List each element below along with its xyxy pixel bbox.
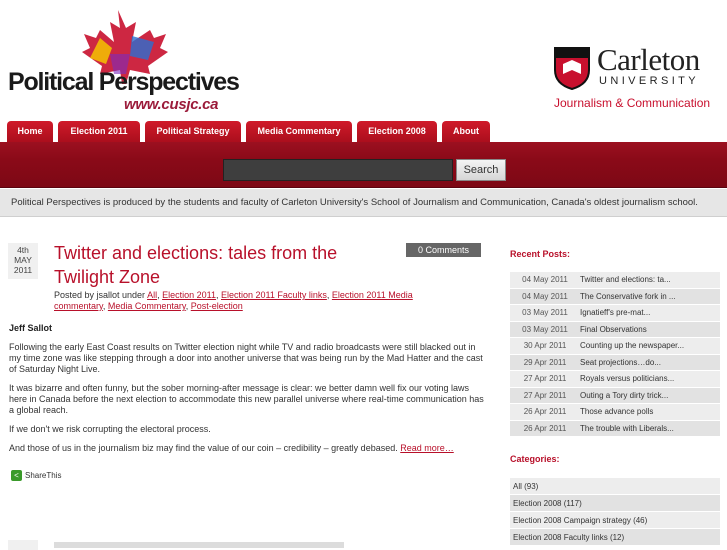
recent-posts-heading: Recent Posts: bbox=[510, 249, 571, 259]
post-paragraph: Following the early East Coast results on Twitter election night while TV and radio broadcasts were still blacked out in my time zone was like stepping through a door into another universe that was being run by the Mad Hatter and the cast of Saturday Night Live. bbox=[9, 342, 483, 374]
recent-post-title[interactable]: Royals versus politicians... bbox=[580, 374, 675, 384]
recent-post-date: 27 Apr 2011 bbox=[523, 374, 567, 384]
share-label: ShareThis bbox=[25, 471, 62, 480]
recent-post-date: 04 May 2011 bbox=[522, 275, 568, 285]
nav-tab-about[interactable]: About bbox=[442, 121, 490, 143]
recent-post-date: 29 Apr 2011 bbox=[523, 357, 567, 367]
categories-list bbox=[510, 478, 720, 546]
nav-tab-media-commentary[interactable]: Media Commentary bbox=[246, 121, 352, 143]
recent-post-item[interactable] bbox=[510, 322, 720, 339]
site-header bbox=[0, 0, 727, 122]
search-input[interactable] bbox=[223, 159, 453, 181]
category-item[interactable]: All (93) bbox=[510, 478, 720, 495]
category-item[interactable]: Election 2008 Campaign strategy (46) bbox=[510, 512, 720, 529]
nav-tab-election-2011[interactable]: Election 2011 bbox=[58, 121, 140, 143]
recent-post-title[interactable]: Seat projections…do... bbox=[580, 357, 661, 367]
post-body bbox=[9, 323, 487, 462]
category-link[interactable]: Election 2011 Faculty links bbox=[220, 290, 327, 300]
category-item[interactable]: Election 2008 Faculty links (12) bbox=[510, 529, 720, 546]
nav-tab-election-2008[interactable]: Election 2008 bbox=[357, 121, 437, 143]
category-item[interactable]: Election 2008 (117) bbox=[510, 495, 720, 512]
next-post-date-badge bbox=[8, 540, 38, 550]
blog-post bbox=[0, 217, 492, 545]
recent-post-date: 26 Apr 2011 bbox=[523, 423, 567, 433]
recent-post-date: 30 Apr 2011 bbox=[523, 341, 567, 351]
recent-post-item[interactable] bbox=[510, 338, 720, 355]
post-date-month: MAY bbox=[14, 255, 32, 265]
recent-post-date: 03 May 2011 bbox=[522, 324, 568, 334]
share-button[interactable] bbox=[11, 470, 61, 481]
recent-post-date: 04 May 2011 bbox=[522, 291, 568, 301]
post-title[interactable]: Twitter and elections: tales from the Twilight Zone bbox=[54, 243, 338, 287]
main-nav bbox=[0, 121, 727, 143]
next-post-title-cutoff bbox=[54, 542, 344, 548]
nav-tab-home[interactable]: Home bbox=[7, 121, 53, 143]
read-more-link[interactable]: Read more… bbox=[400, 443, 454, 453]
search-button[interactable]: Search bbox=[456, 159, 506, 181]
post-author: Jeff Sallot bbox=[9, 323, 53, 333]
post-meta: Posted by jsallot under All, Election 2011, Election 2011 Faculty links, Election 2011 Media commentary, Media Commentary, Post-election bbox=[54, 290, 413, 311]
recent-post-title[interactable]: Outing a Tory dirty trick... bbox=[580, 390, 669, 400]
carleton-dept-label: Journalism & Communication bbox=[554, 96, 711, 110]
intro-band bbox=[0, 189, 727, 217]
recent-post-title[interactable]: Those advance polls bbox=[580, 407, 654, 417]
post-date-year: 2011 bbox=[13, 265, 33, 275]
carleton-university-label: UNIVERSITY bbox=[599, 75, 700, 87]
category-link[interactable]: Post-election bbox=[190, 301, 243, 311]
recent-post-item[interactable] bbox=[510, 272, 720, 289]
recent-post-item[interactable] bbox=[510, 305, 720, 322]
recent-post-item[interactable] bbox=[510, 404, 720, 421]
recent-post-item[interactable] bbox=[510, 388, 720, 405]
nav-tab-political-strategy[interactable]: Political Strategy bbox=[145, 121, 241, 143]
recent-post-title[interactable]: Ignatieff's pre-mat... bbox=[580, 308, 651, 318]
carleton-crest-icon bbox=[553, 46, 591, 90]
recent-posts-list bbox=[510, 271, 720, 437]
share-icon: < bbox=[11, 470, 22, 481]
recent-post-item[interactable] bbox=[510, 421, 720, 438]
search-band bbox=[0, 142, 727, 188]
recent-post-title[interactable]: The trouble with Liberals... bbox=[580, 423, 674, 433]
carleton-wordmark[interactable]: Carleton bbox=[597, 42, 700, 77]
post-last-text: And those of us in the journalism biz may find the value of our coin – credibility – greatly debased. bbox=[9, 443, 398, 453]
recent-post-title[interactable]: Counting up the newspaper... bbox=[580, 341, 685, 351]
recent-post-item[interactable] bbox=[510, 289, 720, 306]
category-link[interactable]: Election 2011 Media commentary bbox=[54, 290, 413, 311]
post-meta-prefix: Posted by jsallot under bbox=[54, 290, 148, 300]
recent-post-title[interactable]: Twitter and elections: ta... bbox=[580, 275, 671, 285]
category-link[interactable]: All bbox=[147, 290, 158, 300]
recent-post-date: 26 Apr 2011 bbox=[523, 407, 567, 417]
categories-heading: Categories: bbox=[510, 454, 560, 464]
site-url[interactable]: www.cusjc.ca bbox=[124, 96, 219, 113]
recent-post-date: 27 Apr 2011 bbox=[523, 390, 567, 400]
site-name[interactable]: Political Perspectives bbox=[8, 68, 239, 96]
recent-post-item[interactable] bbox=[510, 355, 720, 372]
intro-text: Political Perspectives is produced by the students and faculty of Carleton University's School of Journalism and Communication, Canada's oldest journalism school. bbox=[11, 197, 698, 208]
post-date-badge bbox=[8, 243, 38, 279]
post-paragraph: If we don't we risk corrupting the electoral process. bbox=[9, 424, 211, 434]
recent-post-title[interactable]: The Conservative fork in ... bbox=[580, 291, 676, 301]
comments-count-button[interactable]: 0 Comments bbox=[406, 243, 481, 257]
category-link[interactable]: Election 2011 bbox=[162, 290, 216, 300]
recent-post-item[interactable] bbox=[510, 371, 720, 388]
recent-post-title[interactable]: Final Observations bbox=[580, 324, 647, 334]
post-paragraph-last bbox=[9, 443, 487, 454]
post-date-day: 4th bbox=[17, 245, 29, 255]
recent-post-date: 03 May 2011 bbox=[522, 308, 568, 318]
post-paragraph: It was bizarre and often funny, but the sober morning-after message is clear: we better damn well fix our voting laws here in Canada before the next election to accommodate this new parallel universe where real-time communication has a global reach. bbox=[9, 383, 484, 415]
category-link[interactable]: Media Commentary bbox=[107, 301, 186, 311]
